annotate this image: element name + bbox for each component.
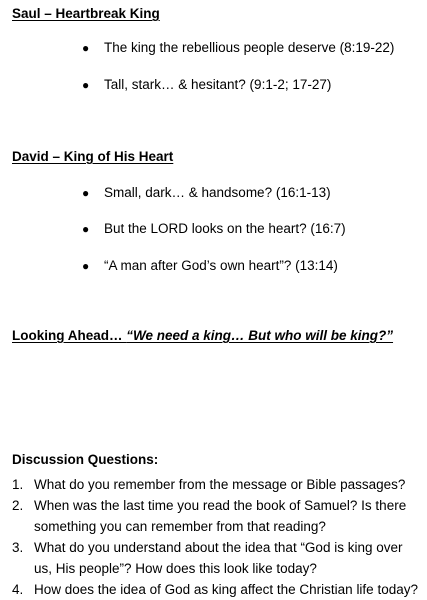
- question-text: How does the idea of God as king affect the Christian life today?: [34, 582, 418, 597]
- saul-bullet-2: [82, 77, 331, 92]
- bullet-icon: ●: [82, 41, 90, 55]
- bullet-icon: ●: [82, 259, 90, 273]
- discussion-title: Discussion Questions:: [12, 452, 159, 467]
- bullet-text: But the LORD looks on the heart? (16:7): [104, 221, 346, 236]
- bullet-text: Small, dark… & handsome? (16:1-13): [104, 185, 331, 200]
- saul-heading: Saul – Heartbreak King: [12, 6, 160, 21]
- looking-ahead-question: “We need a king… But who will be king?”: [126, 328, 394, 343]
- bullet-text: “A man after God’s own heart”? (13:14): [104, 258, 338, 273]
- bullet-text: Tall, stark… & hesitant? (9:1-2; 17-27): [104, 77, 332, 92]
- question-text: When was the last time you read the book of Samuel? Is there something you can remember from that reading?: [34, 498, 407, 534]
- list-item: [12, 495, 424, 537]
- question-number: 1.: [12, 477, 24, 492]
- david-bullet-3: [82, 258, 338, 273]
- bullet-text: The king the rebellious people deserve (8:19-22): [104, 40, 395, 55]
- discussion-list: [12, 474, 424, 600]
- list-item: [12, 579, 424, 600]
- question-number: 4.: [12, 582, 24, 597]
- bullet-icon: ●: [82, 186, 90, 200]
- list-item: [12, 474, 424, 495]
- list-item: [12, 537, 424, 579]
- question-text: What do you remember from the message or Bible passages?: [34, 477, 406, 492]
- question-number: 2.: [12, 498, 24, 513]
- bullet-icon: ●: [82, 222, 90, 236]
- bullet-icon: ●: [82, 78, 90, 92]
- david-heading: David – King of His Heart: [12, 149, 174, 164]
- saul-bullet-1: [82, 40, 394, 55]
- looking-ahead-label: Looking Ahead…: [12, 328, 127, 343]
- david-bullet-2: [82, 221, 346, 236]
- question-text: What do you understand about the idea that “God is king over us, His people”? How does this look like today?: [34, 540, 403, 576]
- question-number: 3.: [12, 540, 24, 555]
- looking-ahead-heading: [12, 328, 393, 343]
- david-bullet-1: [82, 185, 331, 200]
